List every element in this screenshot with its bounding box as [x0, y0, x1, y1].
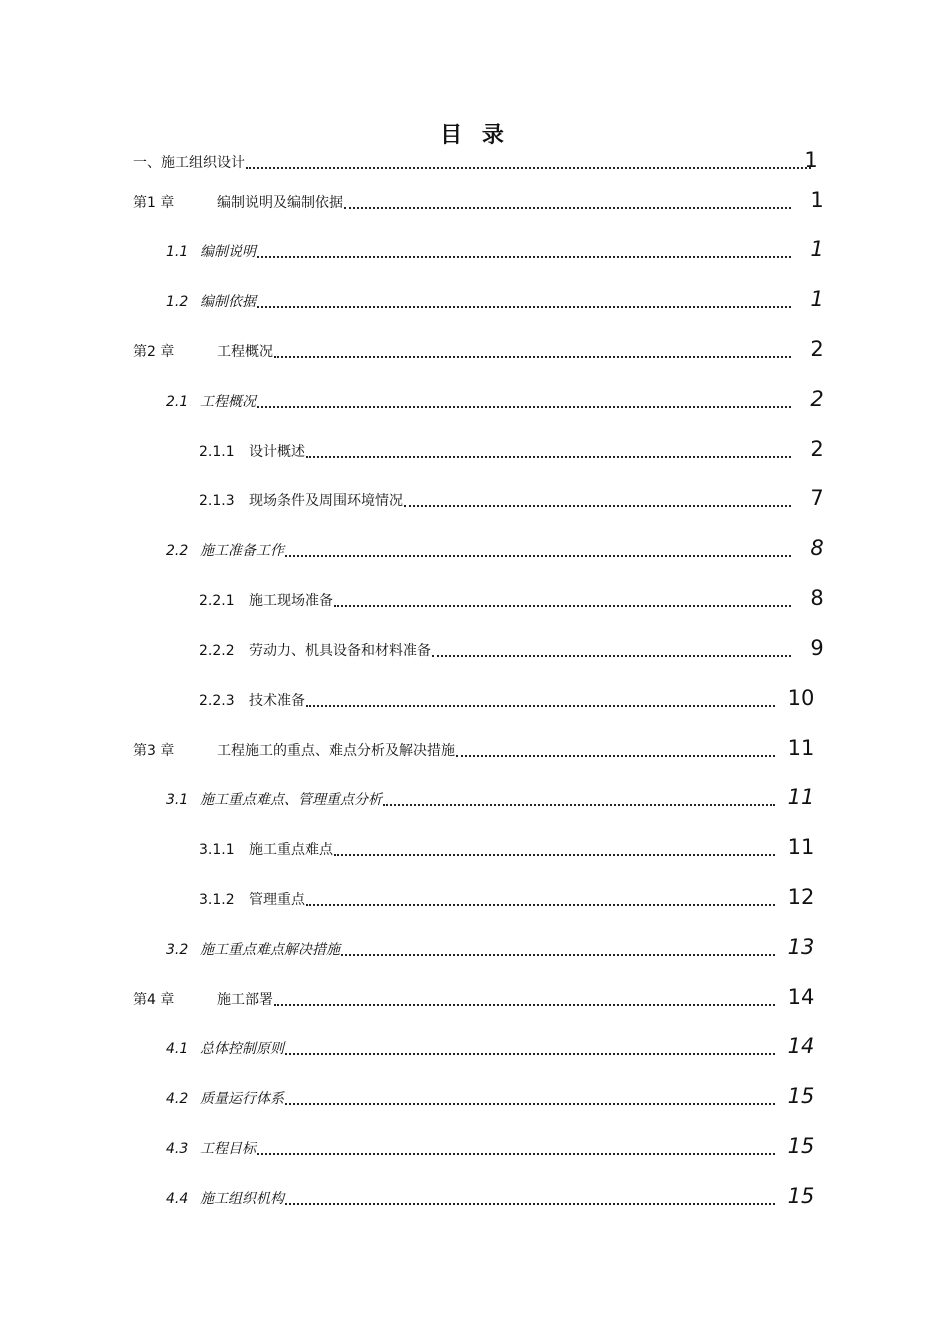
toc-entry-number: 2.2.3 — [199, 693, 235, 709]
toc-entry[interactable] — [166, 536, 824, 560]
toc-page-number: 1 — [810, 287, 824, 311]
toc-entry-text: 现场条件及周围环境情况 — [249, 493, 403, 509]
toc-page-number: 11 — [787, 835, 815, 859]
toc-entry-text: 编制说明 — [200, 244, 256, 260]
toc-entry-number: 3.2 — [166, 942, 189, 958]
toc-entry-number: 第2 章 — [133, 344, 175, 360]
dot-leader — [341, 954, 775, 956]
dot-leader — [274, 1004, 775, 1006]
dot-leader — [257, 306, 791, 308]
toc-page-number: 15 — [787, 1184, 815, 1208]
toc-entry-number: 2.1.1 — [199, 444, 235, 460]
dot-leader — [285, 1053, 775, 1055]
toc-entry-number: 1.2 — [166, 294, 189, 310]
toc-entry-text: 设计概述 — [249, 444, 305, 460]
toc-entry[interactable] — [133, 188, 824, 212]
toc-page-number: 14 — [787, 1034, 815, 1058]
dot-leader — [274, 356, 791, 358]
toc-entry-number: 2.1 — [166, 394, 189, 410]
toc-entry[interactable] — [199, 486, 824, 510]
toc-page-number: 10 — [787, 686, 815, 710]
dot-leader — [246, 167, 811, 169]
toc-entry-number: 4.3 — [166, 1141, 189, 1157]
toc-entry[interactable] — [199, 885, 815, 909]
toc-entry-number: 3.1.1 — [199, 842, 235, 858]
toc-entry-text: 施工重点难点、管理重点分析 — [200, 792, 382, 808]
toc-entry-number: 4.2 — [166, 1091, 189, 1107]
toc-entry[interactable] — [166, 1084, 815, 1108]
toc-entry[interactable] — [133, 736, 815, 760]
toc-entry-text: 工程施工的重点、难点分析及解决措施 — [217, 743, 455, 759]
toc-entry[interactable] — [166, 1134, 815, 1158]
toc-entry-number: 2.2.1 — [199, 593, 235, 609]
toc-page-number: 15 — [787, 1134, 815, 1158]
toc-entry[interactable] — [133, 337, 824, 361]
dot-leader — [306, 456, 791, 458]
toc-entry[interactable] — [199, 636, 824, 660]
toc-entry-text: 施工现场准备 — [249, 593, 333, 609]
toc-page-number: 9 — [810, 636, 824, 660]
toc-entry-text: 技术准备 — [249, 693, 305, 709]
dot-leader — [285, 555, 791, 557]
toc-entry-text: 施工部署 — [217, 992, 273, 1008]
toc-page-number: 12 — [787, 885, 815, 909]
toc-entry-number: 4.1 — [166, 1041, 189, 1057]
dot-leader — [432, 655, 791, 657]
toc-entry-number: 第3 章 — [133, 743, 175, 759]
toc-page-number: 8 — [810, 586, 824, 610]
toc-entry[interactable] — [199, 835, 815, 859]
toc-entry-text: 施工重点难点 — [249, 842, 333, 858]
dot-leader — [334, 854, 775, 856]
toc-entry-text: 编制说明及编制依据 — [217, 195, 343, 211]
toc-page-number: 7 — [810, 486, 824, 510]
dot-leader — [257, 256, 791, 258]
toc-entry-number: 3.1.2 — [199, 892, 235, 908]
toc-entry-text: 劳动力、机具设备和材料准备 — [249, 643, 431, 659]
dot-leader — [285, 1103, 775, 1105]
toc-page-number: 13 — [787, 935, 815, 959]
toc-page-number: 2 — [810, 437, 824, 461]
toc-entry-text: 施工组织机构 — [200, 1191, 284, 1207]
toc-page-number: 2 — [810, 337, 824, 361]
toc-entry-text: 工程概况 — [200, 394, 256, 410]
toc-entry[interactable] — [133, 985, 815, 1009]
toc-entry-text: 工程目标 — [200, 1141, 256, 1157]
toc-page-number: 8 — [810, 536, 824, 560]
toc-entry[interactable] — [166, 935, 815, 959]
toc-entry-number: 第4 章 — [133, 992, 175, 1008]
toc-entry-number: 4.4 — [166, 1191, 189, 1207]
dot-leader — [306, 904, 775, 906]
toc-entry-text: 质量运行体系 — [200, 1091, 284, 1107]
toc-entry-text: 施工重点难点解决措施 — [200, 942, 340, 958]
toc-page-number: 15 — [787, 1084, 815, 1108]
toc-entry-number: 2.1.3 — [199, 493, 235, 509]
toc-page-number: 1 — [804, 148, 818, 172]
dot-leader — [456, 755, 775, 757]
toc-page-number: 11 — [787, 785, 815, 809]
toc-entry[interactable] — [166, 237, 824, 261]
toc-entry-number: 2.2.2 — [199, 643, 235, 659]
toc-entry[interactable] — [199, 437, 824, 461]
toc-page-number: 1 — [810, 237, 824, 261]
toc-entry[interactable] — [133, 148, 818, 172]
dot-leader — [257, 406, 791, 408]
toc-entry[interactable] — [199, 586, 824, 610]
toc-page-number: 2 — [810, 387, 824, 411]
toc-entry-number: 2.2 — [166, 543, 189, 559]
toc-page-number: 14 — [787, 985, 815, 1009]
dot-leader — [257, 1153, 775, 1155]
toc-entry-text: 工程概况 — [217, 344, 273, 360]
dot-leader — [285, 1203, 775, 1205]
dot-leader — [334, 605, 791, 607]
toc-entry-number: 1.1 — [166, 244, 189, 260]
toc-entry[interactable] — [166, 387, 824, 411]
toc-entry[interactable] — [166, 785, 815, 809]
toc-page-number: 11 — [787, 736, 815, 760]
dot-leader — [404, 505, 791, 507]
page-title: 目 录 — [440, 123, 510, 148]
dot-leader — [344, 207, 791, 209]
toc-entry[interactable] — [166, 287, 824, 311]
dot-leader — [306, 705, 775, 707]
toc-entry[interactable] — [166, 1034, 815, 1058]
toc-entry[interactable] — [199, 686, 815, 710]
toc-page-number: 1 — [810, 188, 824, 212]
toc-entry-text: 总体控制原则 — [200, 1041, 284, 1057]
toc-entry[interactable] — [166, 1184, 815, 1208]
toc-entry-number: 3.1 — [166, 792, 189, 808]
toc-entry-text: 施工准备工作 — [200, 543, 284, 559]
toc-entry-text: 编制依据 — [200, 294, 256, 310]
toc-entry-number: 第1 章 — [133, 195, 175, 211]
toc-entry-text: 管理重点 — [249, 892, 305, 908]
dot-leader — [383, 804, 775, 806]
toc-entry-text: 一、施工组织设计 — [133, 155, 245, 171]
